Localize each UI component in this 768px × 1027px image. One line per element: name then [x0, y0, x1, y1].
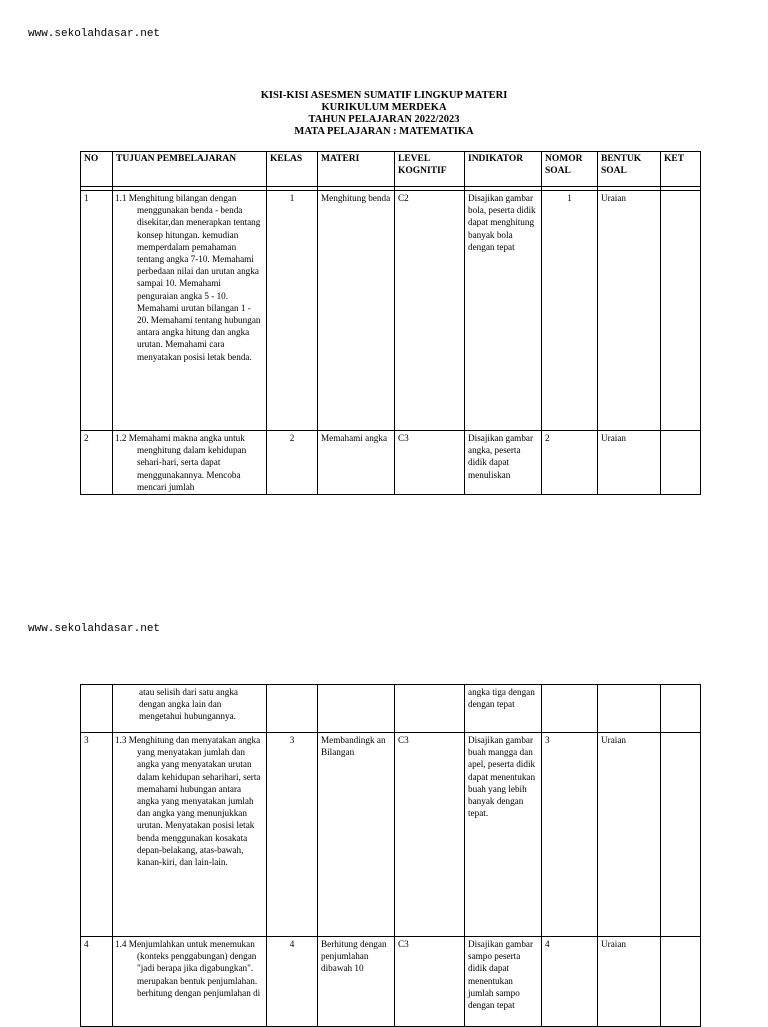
table-header-row — [81, 152, 701, 187]
cell-kelas: 2 — [267, 431, 318, 495]
cell-indikator: Disajikan gambar bola, peserta didik dapat menghitung banyak bola dengan tepat — [465, 191, 542, 431]
kisi-kisi-table-page-1 — [80, 151, 701, 495]
cell-materi: Membandingk an Bilangan — [318, 733, 395, 937]
cell-level: C3 — [395, 733, 465, 937]
header-kelas: KELAS — [267, 152, 318, 187]
cell-no: 2 — [81, 431, 113, 495]
cell-kelas: 1 — [267, 191, 318, 431]
header-bentuk: BENTUK SOAL — [598, 152, 661, 187]
header-tujuan: TUJUAN PEMBELAJARAN — [113, 152, 267, 187]
cell-level — [395, 685, 465, 733]
cell-bentuk: Uraian — [598, 937, 661, 1027]
title-line-1: KISI-KISI ASESMEN SUMATIF LINGKUP MATERI — [260, 90, 508, 101]
title-line-2: KURIKULUM MERDEKA — [321, 102, 447, 113]
cell-nomor: 2 — [542, 431, 598, 495]
kisi-kisi-table-page-2 — [80, 684, 701, 1027]
title-line-4: MATA PELAJARAN : MATEMATIKA — [294, 126, 474, 137]
cell-tujuan: 1.2 Memahami makna angka untuk menghitung dalam kehidupan sehari-hari, serta dapat menggunakannya. Mencoba mencari jumlah — [113, 431, 267, 495]
website-watermark-page-2: www.sekolahdasar.net — [28, 623, 161, 635]
cell-ket — [661, 733, 701, 937]
cell-kelas: 4 — [267, 937, 318, 1027]
cell-no: 3 — [81, 733, 113, 937]
cell-level: C3 — [395, 431, 465, 495]
cell-ket — [661, 431, 701, 495]
cell-bentuk: Uraian — [598, 733, 661, 937]
cell-bentuk: Uraian — [598, 431, 661, 495]
cell-nomor: 3 — [542, 733, 598, 937]
cell-ket — [661, 685, 701, 733]
cell-bentuk — [598, 685, 661, 733]
cell-bentuk: Uraian — [598, 191, 661, 431]
cell-tujuan: 1.3 Menghitung dan menyatakan angka yang menyatakan jumlah dan angka yang menyatakan urutan dalam kehidupan seharihari, serta memahami hubungan antara angka yang menyatakan jumlah dan angka yang menunjukkan urutan. Menyatakan posisi letak benda menggunakan kosakata depan-belakang, atas-bawah, kanan-kiri, dan lain-lain. — [113, 733, 267, 937]
cell-materi — [318, 685, 395, 733]
table-row — [81, 685, 701, 733]
cell-ket — [661, 937, 701, 1027]
table-row — [81, 733, 701, 937]
document-title-block — [0, 90, 768, 138]
cell-tujuan: 1.1 Menghitung bilangan dengan menggunakan benda - benda disekitar,dan menerapkan tentang konsep hitungan. kemudian memperdalam pemahaman tentang angka 7-10. Memahami perbedaan nilai dan urutan angka sampai 10. Memahami penguraian angka 5 - 10. Memahami urutan bilangan 1 - 20. Memahami tentang hubungan antara angka hitung dan angka urutan. Memahami cara menyatakan posisi letak benda. — [113, 191, 267, 431]
cell-nomor: 4 — [542, 937, 598, 1027]
cell-indikator: Disajikan gambar angka, peserta didik dapat menuliskan — [465, 431, 542, 495]
cell-tujuan: atau selisih dari satu angka dengan angka lain dan mengetahui hubungannya. — [113, 685, 267, 733]
cell-no: 1 — [81, 191, 113, 431]
cell-level: C3 — [395, 937, 465, 1027]
cell-materi: Memahami angka — [318, 431, 395, 495]
cell-no: 4 — [81, 937, 113, 1027]
cell-nomor: 1 — [542, 191, 598, 431]
cell-no — [81, 685, 113, 733]
cell-kelas — [267, 685, 318, 733]
cell-ket — [661, 191, 701, 431]
header-materi: MATERI — [318, 152, 395, 187]
cell-nomor — [542, 685, 598, 733]
table-row — [81, 431, 701, 495]
cell-kelas: 3 — [267, 733, 318, 937]
table-row — [81, 191, 701, 431]
title-line-3: TAHUN PELAJARAN 2022/2023 — [308, 114, 460, 125]
cell-materi: Menghitung benda — [318, 191, 395, 431]
header-indikator: INDIKATOR — [465, 152, 542, 187]
cell-tujuan: 1.4 Menjumlahkan untuk menemukan (konteks penggabungan) dengan "jadi berapa jika digabungkan". merupakan bentuk penjumlahan. berhitung dengan penjumlahan di — [113, 937, 267, 1027]
cell-materi: Berhitung dengan penjumlahan dibawah 10 — [318, 937, 395, 1027]
website-watermark: www.sekolahdasar.net — [28, 28, 161, 40]
header-level: LEVEL KOGNITIF — [395, 152, 465, 187]
header-no: NO — [81, 152, 113, 187]
cell-indikator: Disajikan gambar buah mangga dan apel, peserta didik dapat menentukan buah yang lebih banyak dengan tepat. — [465, 733, 542, 937]
header-ket: KET — [661, 152, 701, 187]
cell-indikator: angka tiga dengan dengan tepat — [465, 685, 542, 733]
table-row — [81, 937, 701, 1027]
cell-indikator: Disajikan gambar sampo peserta didik dapat menentukan jumlah sampo dengan tepat — [465, 937, 542, 1027]
header-nomor: NOMOR SOAL — [542, 152, 598, 187]
cell-level: C2 — [395, 191, 465, 431]
